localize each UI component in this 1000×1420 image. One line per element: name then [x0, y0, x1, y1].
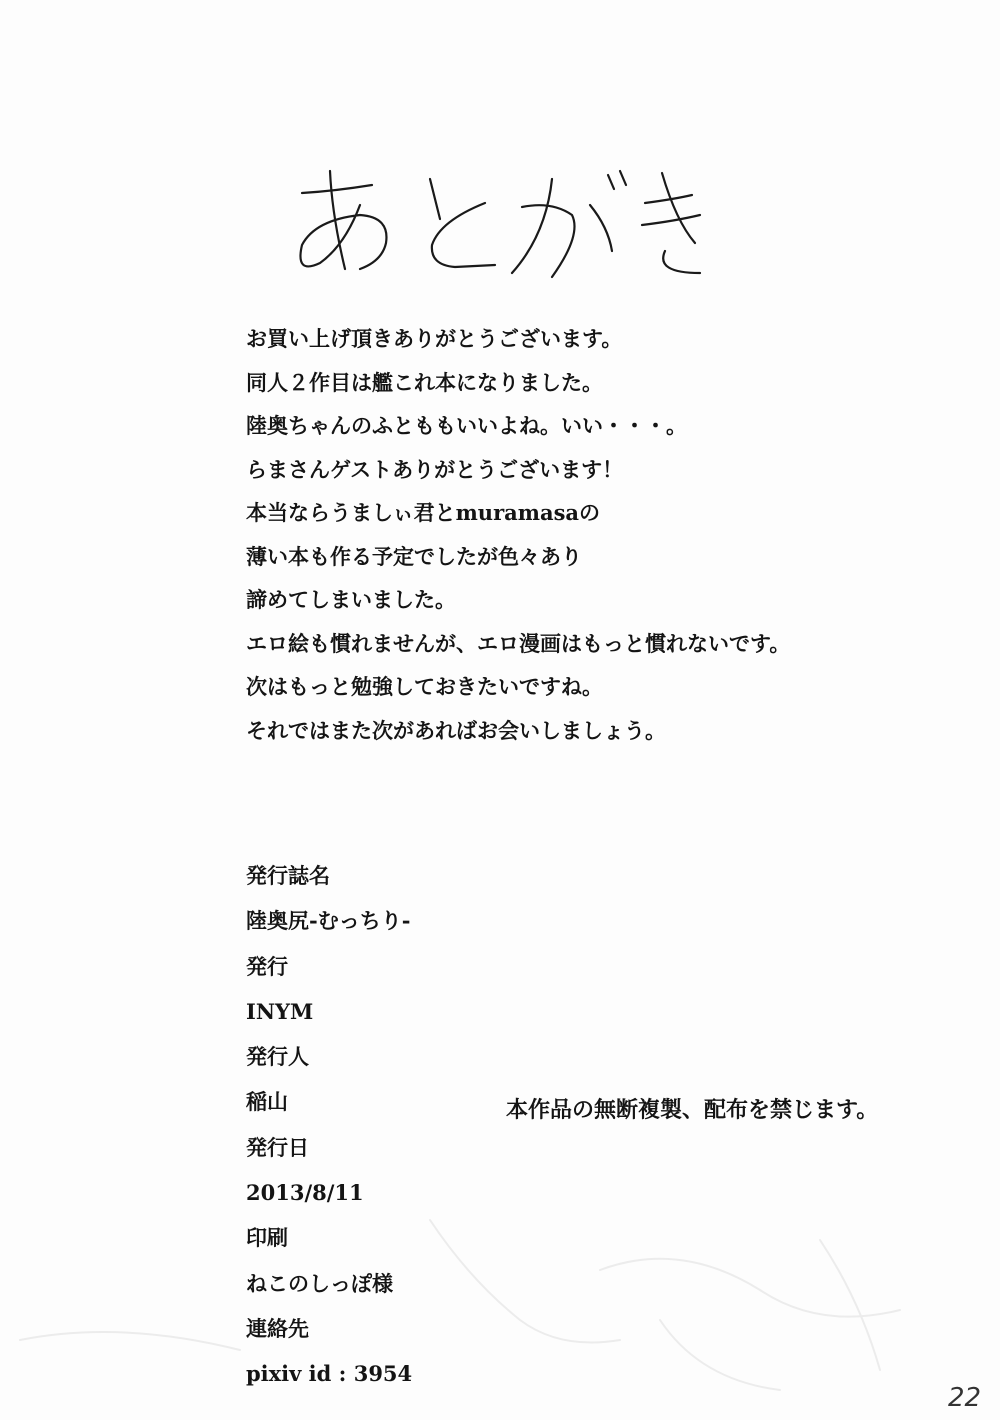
colophon-title-value: 陸奥尻-むっちり-: [246, 908, 411, 934]
colophon-date-label: 発行日: [246, 1134, 309, 1160]
message-line: 薄い本も作る予定でしたが色々あり: [246, 543, 582, 569]
colophon-printer-label: 印刷: [246, 1225, 288, 1251]
message-line: 諦めてしまいました。: [246, 587, 456, 612]
colophon-publisher-label: 発行: [246, 953, 288, 979]
colophon-author-label: 発行人: [246, 1044, 309, 1070]
afterword-title: [290, 170, 730, 280]
message-line: らまさんゲストありがとうございます！: [246, 456, 624, 482]
colophon-printer-value: ねこのしっぽ様: [246, 1270, 393, 1296]
colophon-contact-label: 連絡先: [246, 1315, 309, 1341]
colophon-title-label: 発行誌名: [246, 863, 330, 888]
afterword-message: [246, 322, 866, 757]
message-line: 陸奥ちゃんのふとももいいよね。いい・・・。: [246, 413, 687, 438]
message-line: 同人２作目は艦これ本になりました。: [246, 369, 603, 395]
message-line: エロ絵も慣れませんが、エロ漫画はもっと慣れないです。: [246, 630, 791, 656]
message-line: それではまた次があればお会いしましょう。: [246, 717, 666, 743]
message-line: 本当ならうましぃ君とmuramasaの: [246, 500, 600, 525]
faint-background-sketch: [0, 1200, 1000, 1420]
colophon-date-value: 2013/8/11: [246, 1180, 364, 1206]
message-line: 次はもっと勉強しておきたいですね。: [246, 674, 603, 699]
colophon-publisher-value: INYM: [246, 998, 314, 1024]
page-number: 22: [948, 1383, 982, 1413]
colophon-contact-value: pixiv id : 3954: [246, 1361, 413, 1387]
copyright-notice: 本作品の無断複製、配布を禁じます。: [506, 1097, 879, 1123]
message-line: お買い上げ頂きありがとうございます。: [246, 326, 623, 351]
colophon-author-value: 稲山: [246, 1089, 288, 1115]
